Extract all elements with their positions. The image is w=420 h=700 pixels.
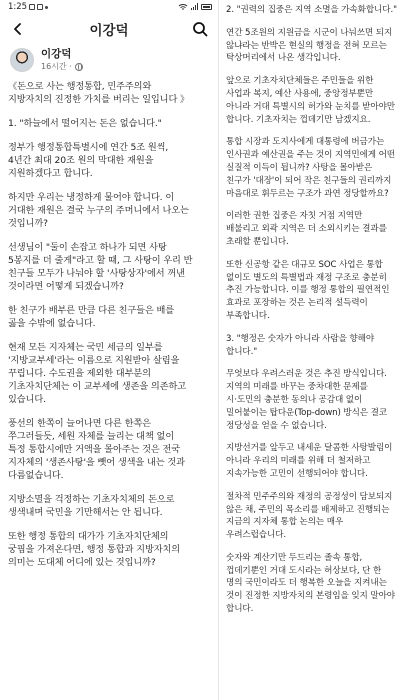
post-paragraph: 지방소멸을 걱정하는 기초자치체의 돈으로 생색내며 국민을 기만해서는 안 됩니다. <box>8 494 175 518</box>
post-paragraph: 이러한 권한 집중은 자칫 거점 지역만 배불리고 외곽 지역은 더 소외시키는 결과를 초래할 뿐입니다. <box>226 211 387 247</box>
more-dot-icon <box>45 6 48 9</box>
post-paragraph: 통합 시장과 도지사에게 대통령에 버금가는 인사권과 예산권을 주는 것이 지역민에게 어떤 실질적 이득이 됩니까? 사탕을 몰아받은 친구가 '대장'이 되어 작은 친구들의 권리까지 마음대로 휘두르는 구조가 과연 정당할까요? <box>226 137 395 199</box>
post-paragraph: 숫자와 계산기만 두드리는 졸속 통합, 껍데기뿐인 거대 도시라는 허상보다, 단 한 명의 국민이라도 더 행복한 오늘을 지켜내는 것이 진정한 지방자치의 본령임을 잊지 말아야 합니다. <box>226 552 395 615</box>
post-body-left <box>0 74 218 569</box>
back-arrow-icon <box>10 21 26 37</box>
battery-icon <box>201 4 212 10</box>
post-time[interactable]: 16시간 · <box>41 62 72 71</box>
post-paragraph: 절차적 민주주의와 재정의 공정성이 담보되지 않은 채, 주민의 목소리를 배제하고 진행되는 지금의 지자체 통합 논의는 매우 우려스럽습니다. <box>226 491 393 541</box>
author-info <box>41 48 83 72</box>
post-header <box>0 44 218 74</box>
post-paragraph: 2. "권력의 집중은 지역 소멸을 가속화합니다." <box>226 5 397 15</box>
signal-icon <box>190 3 199 11</box>
post-paragraph: 무엇보다 우려스러운 것은 추진 방식입니다. 지역의 미래를 바꾸는 중차대한 문제를 시·도민의 충분한 동의나 공감대 없이 밀어붙이는 탑다운(Top-down) 방식은 결코 정당성을 얻을 수 없습니다. <box>226 369 388 431</box>
status-left <box>8 2 48 12</box>
search-button[interactable] <box>190 19 210 39</box>
status-bar <box>0 0 218 14</box>
post-paragraph: 정부가 행정통합특별시에 연간 5조 원씩, 4년간 최대 20조 원의 막대한 재원을 지원하겠다고 합니다. <box>8 142 169 179</box>
back-button[interactable] <box>8 19 28 39</box>
post-paragraph: 1. "하늘에서 떨어지는 돈은 없습니다." <box>8 118 162 129</box>
post-paragraph: 《돈으로 사는 행정통합, 민주주의와 지방자치의 진정한 가치를 버리는 일입니다 》 <box>8 81 190 105</box>
post-paragraph: 하지만 우리는 냉정하게 물어야 합니다. 이 거대한 재원은 결국 누구의 주머니에서 나오는 것입니까? <box>8 192 189 229</box>
avatar[interactable] <box>10 48 34 72</box>
status-time: 1:25 <box>8 2 28 12</box>
gallery-icon <box>37 4 43 10</box>
app-bar <box>0 14 218 44</box>
status-right <box>178 3 212 11</box>
post-meta <box>41 61 83 72</box>
post-paragraph: 앞으로 기초자치단체들은 주민들을 위한 사업과 복지, 예산 사용에, 중앙정부뿐만 아니라 거대 특별시의 허가와 눈치를 받아야만 합니다. 기초자치는 껍데기만 남겠지요. <box>226 76 395 125</box>
right-screenshot <box>218 0 420 700</box>
search-icon <box>192 21 208 37</box>
post-paragraph: 3. "행정은 숫자가 아니라 사람을 향해야 합니다." <box>226 333 375 357</box>
globe-icon <box>75 63 83 71</box>
post-paragraph: 또한 행정 통합의 대가가 기초자치단체의 궁핍을 가져온다면, 행정 통합과 지방자치의 의미는 도대체 어디에 있는 것입니까? <box>8 531 181 568</box>
post-paragraph: 선생님이 "둘이 손잡고 하나가 되면 사탕 5봉지를 더 줄게"라고 할 때, 그 사탕이 우리 반 친구들 모두가 나눠야 할 '사탕상자'에서 꺼낸 것이라면 어떻게 되겠습니까? <box>8 242 193 292</box>
wifi-icon <box>178 3 188 11</box>
author-name[interactable]: 이강덕 <box>41 48 72 60</box>
post-paragraph: 또한 신공항 같은 대규모 SOC 사업은 통합 없이도 별도의 특별법과 재정 구조로 충분히 추진 가능합니다. 이를 행정 통합의 필연적인 효과로 포장하는 것은 논리적 설득력이 부족합니다. <box>226 259 390 321</box>
post-paragraph: 연간 5조원의 지원금을 시군이 나눠쓰면 되지 않냐라는 반박은 현실의 행정을 전혀 모르는 탁상머리에서 나온 생각입니다. <box>226 27 393 64</box>
post-paragraph: 풍선의 한쪽이 늘어나면 다른 한쪽은 쭈그러들듯, 세원 자체를 늘리는 대책 없이 특정 통합시에만 거액을 몰아주는 것은 전국 지자체의 '생존사탕'을 뺏어 생색을 내는 것과 다름없습니다. <box>8 418 185 481</box>
post-paragraph: 지방선거를 앞두고 내세운 달콤한 사탕발림이 아니라 우리의 미래를 위해 더 철저하고 지속가능한 고민이 선행되어야 합니다. <box>226 443 393 479</box>
notification-icon <box>29 4 35 10</box>
page-title: 이강덕 <box>89 23 129 39</box>
post-body-right <box>219 0 420 616</box>
post-paragraph: 현재 모든 지자체는 국민 세금의 일부를 '지방교부세'라는 이름으로 지원받아 살림을 꾸립니다. 수도권을 제외한 대부분의 기초자치단체는 이 교부세에 생존을 의존하고 있습니다. <box>8 342 187 405</box>
post-paragraph: 한 친구가 배부른 만큼 다른 친구들은 배를 곯을 수밖에 없습니다. <box>8 305 175 329</box>
